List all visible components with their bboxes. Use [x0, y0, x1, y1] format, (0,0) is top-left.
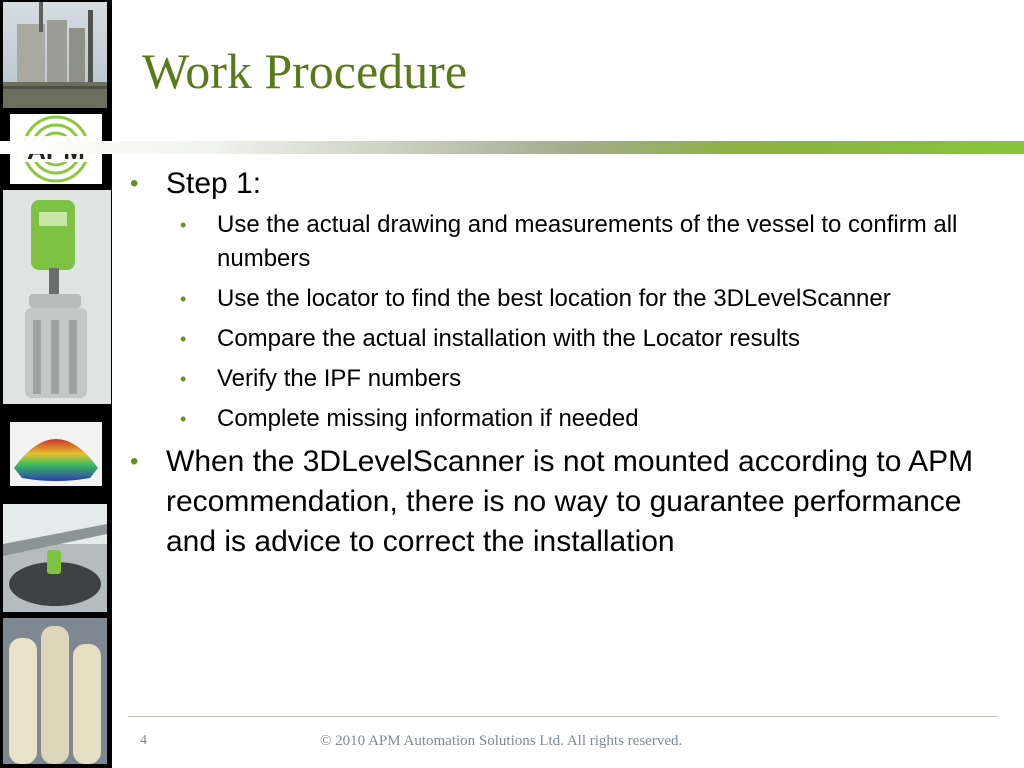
- bullet-text: When the 3DLevelScanner is not mounted according to APM recommendation, there is no way to guarantee performance and is advice to correct the installation: [166, 445, 974, 558]
- slide-title: Work Procedure: [142, 43, 468, 99]
- image-sidebar: [0, 0, 112, 768]
- page-number: 4: [140, 733, 147, 748]
- scanner-device-photo: [3, 190, 111, 404]
- sub-bullet: [130, 402, 990, 436]
- factory-photo: [3, 2, 107, 108]
- 3d-surface-plot-image: [10, 422, 102, 486]
- sub-bullet: [130, 208, 990, 276]
- title-divider: [0, 141, 1024, 154]
- bullet-icon: •: [180, 409, 187, 429]
- installation-photo: [3, 504, 107, 612]
- sub-bullet-text: Use the actual drawing and measurements of the vessel to confirm all numbers: [217, 211, 958, 272]
- sub-bullet: [130, 362, 990, 396]
- copyright-notice: © 2010 APM Automation Solutions Ltd. All rights reserved.: [320, 733, 683, 749]
- bullet-icon: •: [130, 170, 139, 197]
- sub-bullet-text: Compare the actual installation with the Locator results: [217, 325, 800, 352]
- sub-bullet-text: Complete missing information if needed: [217, 405, 639, 432]
- slide-body: [130, 164, 990, 562]
- step-1-sub-list: [130, 208, 990, 436]
- bullet-step-1: [130, 164, 990, 204]
- sub-bullet-text: Verify the IPF numbers: [217, 365, 462, 392]
- bullet-icon: •: [180, 329, 187, 349]
- bullet-icon: •: [130, 448, 139, 475]
- sub-bullet: [130, 282, 990, 316]
- bullet-mounting-note: [130, 442, 990, 562]
- bullet-icon: •: [180, 215, 187, 235]
- footer-divider: [128, 716, 998, 717]
- sub-bullet-text: Use the locator to find the best location for the 3DLevelScanner: [217, 285, 891, 312]
- sub-bullet: [130, 322, 990, 356]
- silos-photo: [3, 618, 107, 764]
- bullet-icon: •: [180, 289, 187, 309]
- bullet-icon: •: [180, 369, 187, 389]
- bullet-text: Step 1:: [166, 167, 262, 200]
